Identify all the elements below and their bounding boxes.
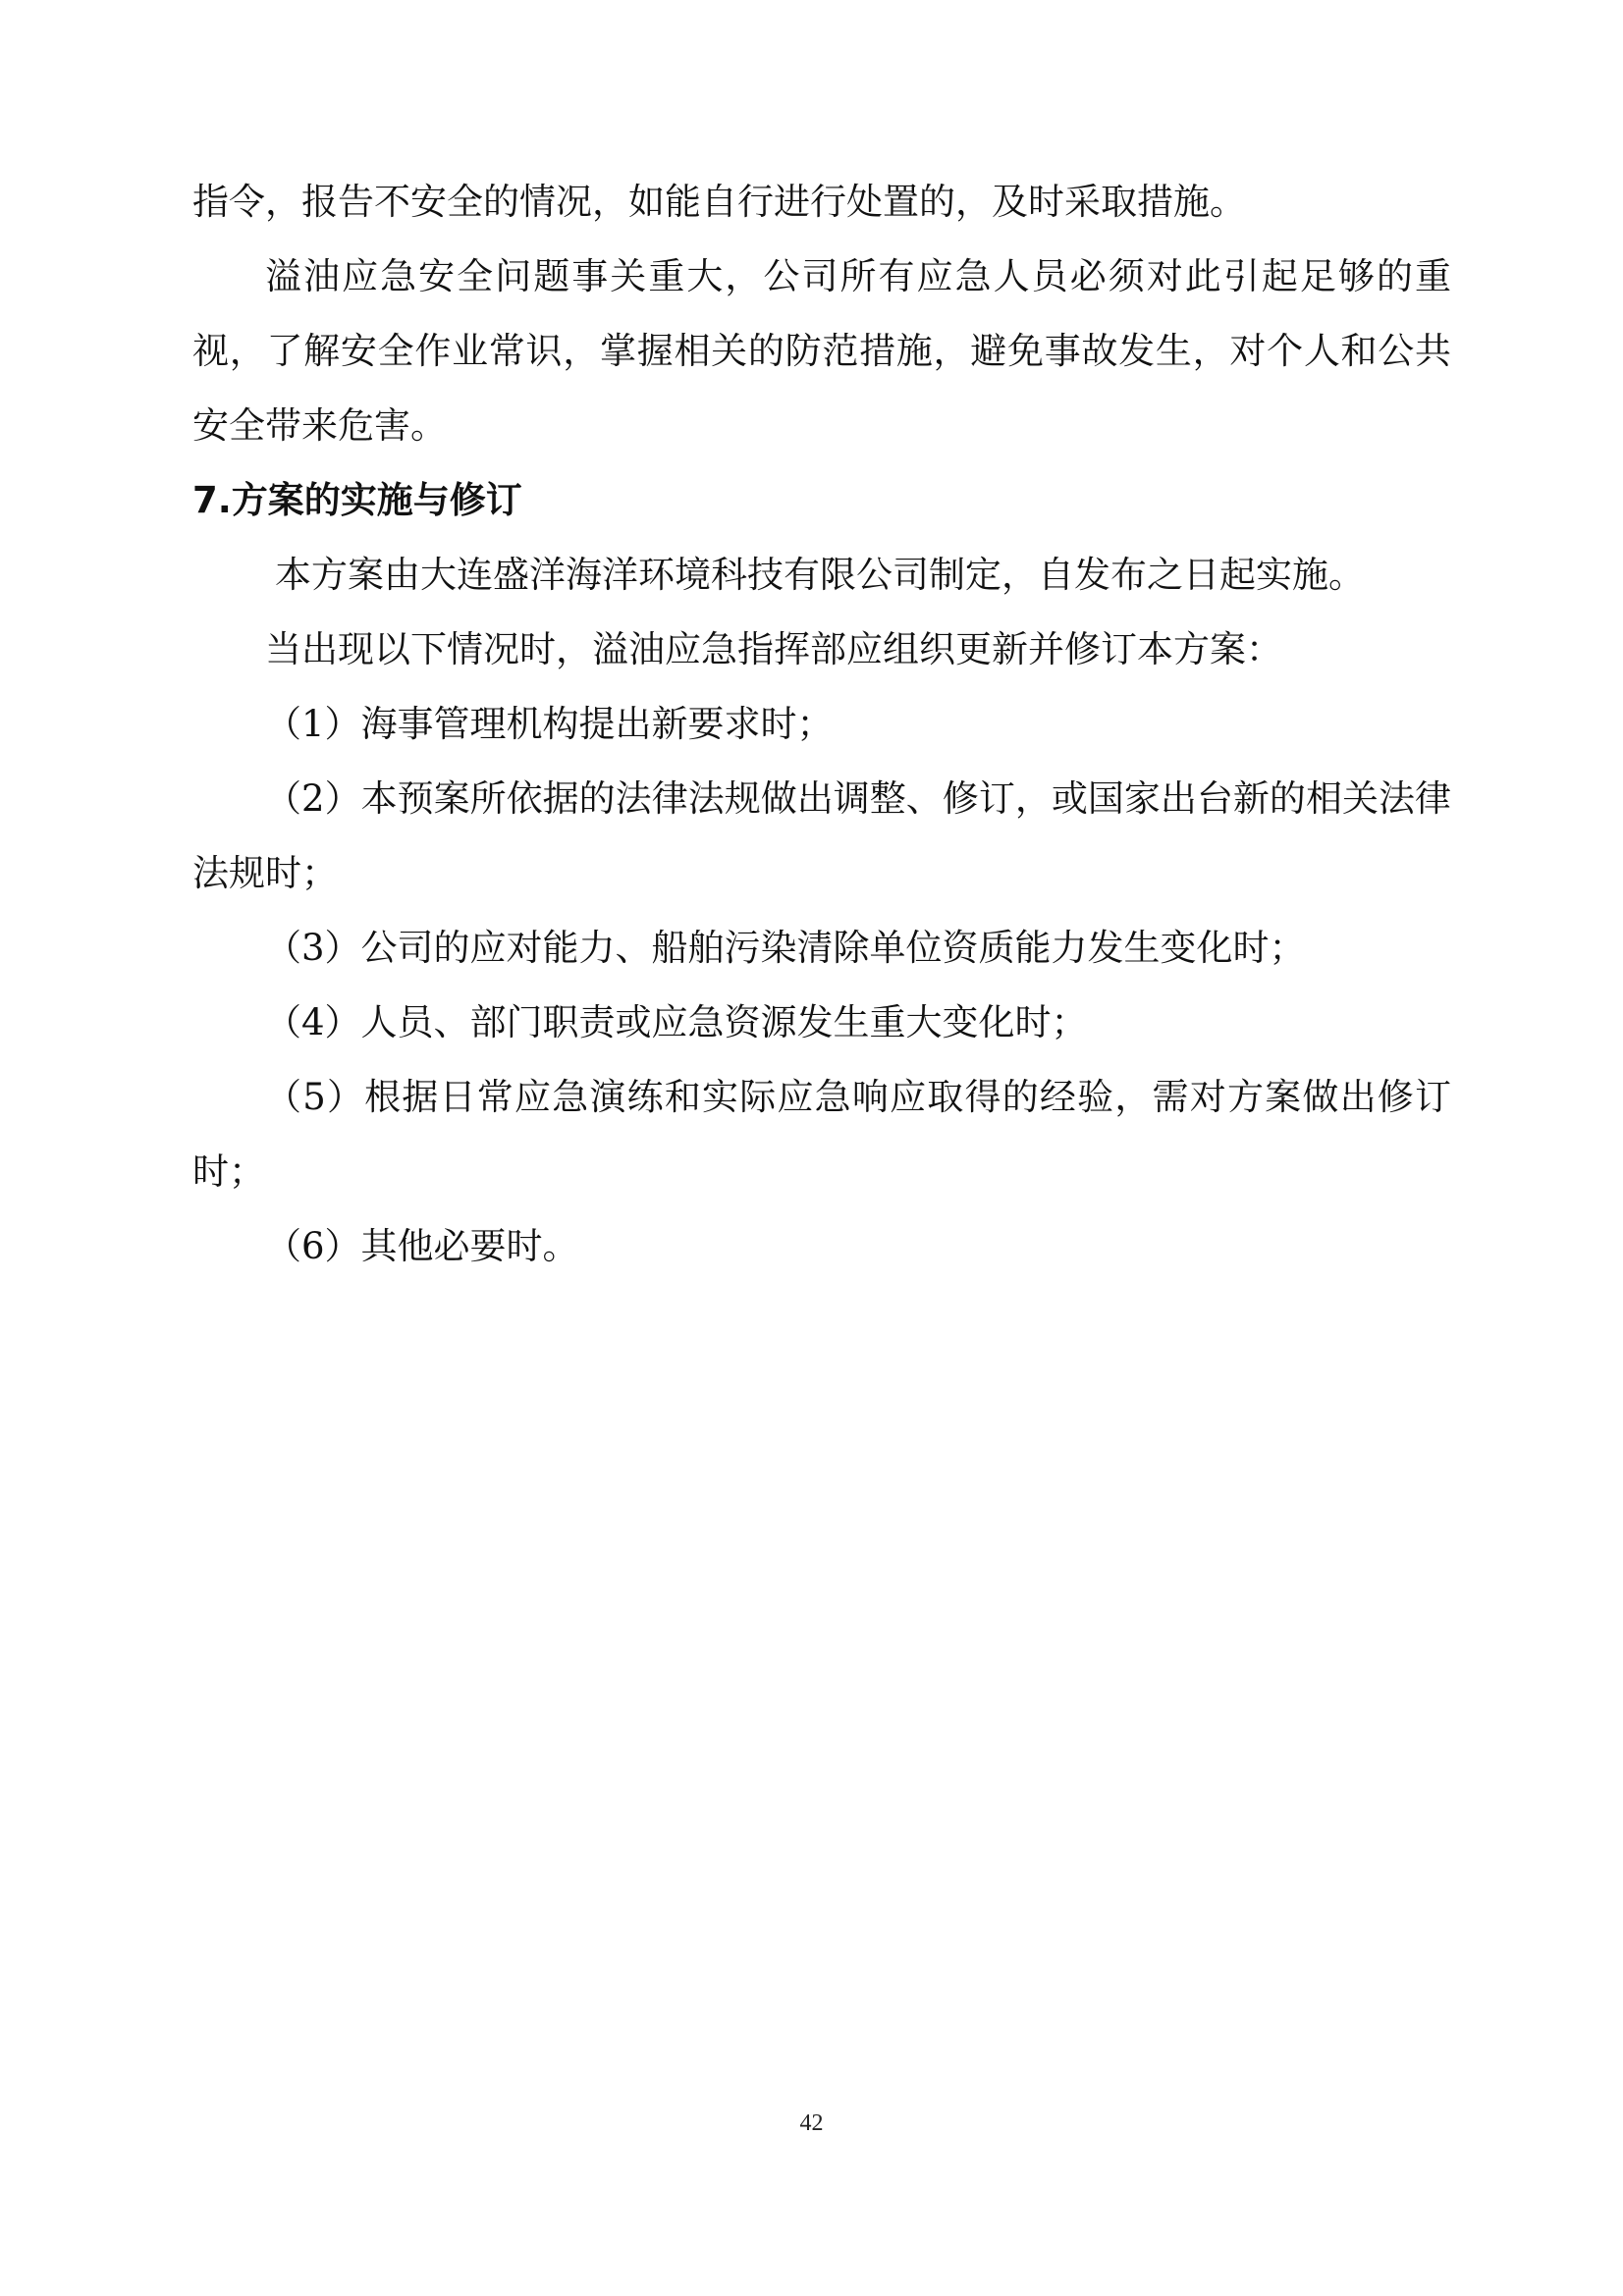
list-item-2: （2）本预案所依据的法律法规做出调整、修订，或国家出台新的相关法律法规时； — [192, 777, 1451, 894]
paragraph-revision-conditions: 当出现以下情况时，溢油应急指挥部应组织更新并修订本方案： — [265, 628, 1282, 670]
page-body — [192, 165, 1451, 1284]
paragraph-continuation: 指令，报告不安全的情况，如能自行进行处置的，及时采取措施。 — [192, 181, 1246, 223]
paragraph-safety-importance: 溢油应急安全问题事关重大，公司所有应急人员必须对此引起足够的重视，了解安全作业常识，掌握相关的防范措施，避免事故发生，对个人和公共安全带来危害。 — [192, 255, 1451, 447]
list-item-1: （1）海事管理机构提出新要求时； — [265, 703, 834, 745]
list-item-4: （4）人员、部门职责或应急资源发生重大变化时； — [265, 1001, 1088, 1043]
paragraph-implementation: 本方案由大连盛洋海洋环境科技有限公司制定，自发布之日起实施。 — [275, 554, 1365, 596]
page-number: 42 — [799, 2110, 824, 2136]
list-item-3: （3）公司的应对能力、船舶污染清除单位资质能力发生变化时； — [265, 927, 1306, 969]
list-item-5: （5）根据日常应急演练和实际应急响应取得的经验，需对方案做出修订时； — [192, 1076, 1451, 1193]
list-item-6: （6）其他必要时。 — [265, 1225, 579, 1267]
section-heading: 7.方案的实施与修订 — [192, 479, 522, 521]
